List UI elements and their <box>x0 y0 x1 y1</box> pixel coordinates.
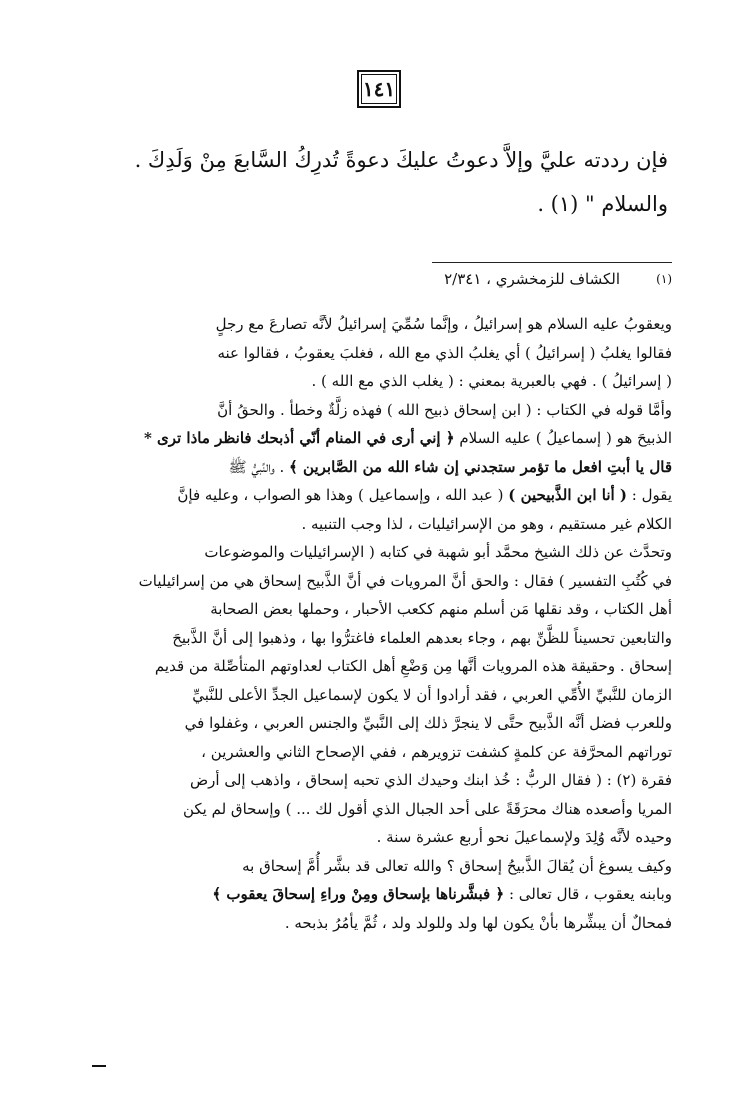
body-segment: وبابنه يعقوب ، قال تعالى : <box>508 885 672 903</box>
hadith-quote: ( أنا ابن الذَّبيحين ) <box>508 486 627 504</box>
body-line: في كُتُبِ التفسير ) فقال : والحق أنَّ المرويات في أنَّ الذَّبيح إسحاق هي من إسرائيليات <box>138 571 672 590</box>
body-line: وحيده لأنَّه وُلِدَ ولإسماعيلَ نحو أربع عشرة سنة . <box>376 828 672 846</box>
body-line: ( إسرائيلُ ) . فهي بالعبرية بمعني : ( يغلب الذي مع الله ) . <box>311 372 672 390</box>
body-line: إسحاق . وحقيقة هذه المرويات أنَّها مِن وَضْعِ أهل الكتاب لعداوتهم المتأصِّلة من قديم <box>154 657 672 675</box>
body-line: المريا وأصعده هناك محرَقَةً على أحد الجبال الذي أقول لك ... ) وإسحاق لم يكن <box>182 799 672 818</box>
quran-quote: قال يا أبتِ افعل ما تؤمر ستجدني إن شاء الله من الصَّابرين ﴾ <box>289 457 672 476</box>
body-line <box>94 424 672 453</box>
footnote-text: الكشاف للزمخشري ، ٢/٣٤١ <box>444 270 620 288</box>
page-number: ١٤١ <box>362 77 396 101</box>
page-end-dash <box>92 1065 106 1067</box>
body-line <box>94 453 672 482</box>
footnote-marker: (١) <box>656 272 672 286</box>
body-line <box>94 481 672 510</box>
body-line: وتحدَّث عن ذلك الشيخ محمَّد أبو شهبة في كتابه ( الإسرائيليات والموضوعات <box>204 543 672 561</box>
main-line-2: والسلام " (١) . <box>537 192 668 216</box>
body-line: ويعقوبُ عليه السلام هو إسرائيلُ ، وإنَّما سُمِّيَ إسرائيلُ لأنَّه تصارعَ مع رجلٍ <box>215 315 672 333</box>
body-line: فقالوا يغلبُ ( إسرائيلُ ) أي يغلبُ الذي مع الله ، فغلبَ يعقوبُ ، فقالوا عنه <box>217 343 672 362</box>
footnote-divider <box>432 262 672 263</box>
body-line: وللعرب فضل أنَّه الذَّبيح حتَّى لا ينجرَّ ذلك إلى النَّبيِّ والجنس العربي ، وغفلوا في <box>184 714 672 732</box>
body-segment: . والنَّبيُّ ﷺ <box>228 457 285 476</box>
page-number-box <box>357 70 401 108</box>
quran-quote: ﴿ إني أرى في المنام أنّي أذبحك فانظر ماذا ترى * <box>143 429 455 447</box>
body-line: وكيف يسوغ أن يُقالَ الذَّبيحُ إسحاق ؟ والله تعالى قد بشَّر أُمَّ إسحاق به <box>242 856 672 875</box>
body-segment: يقول : <box>631 486 672 504</box>
main-text <box>60 138 668 226</box>
body-line: أهل الكتاب ، وقد نقلها مَن أسلم منهم ككعب الأحبار ، وحملها بعض الصحابة <box>210 600 672 618</box>
quran-quote: ﴿ فبشَّرناها بإسحاق ومِنْ وراءِ إسحاقَ يعقوب ﴾ <box>212 885 505 903</box>
body-segment: ( عبد الله ، وإسماعيل ) وهذا هو الصواب ، وعليه فإنَّ <box>177 486 504 504</box>
body-line: فقرة (٢) : ( فقال الربُّ : خُذ ابنك وحيدك الذي تحبه إسحاق ، واذهب إلى أرض <box>190 771 672 789</box>
body-line: توراتهم المحرَّفة عن كلمةٍ كشفت تزويرهم ، ففي الإصحاح الثاني والعشرين ، <box>201 742 672 761</box>
body-line: الزمان للنَّبيِّ الأُمِّي العربي ، فقد أرادوا أن لا يكون لإسماعيل الجدِّ الأعلى للنَّبيِّ <box>192 685 672 704</box>
body-line: الكلام غير مستقيم ، وهو من الإسرائيليات ، لذا وجب التنبيه . <box>301 514 672 533</box>
body-line: والتابعين تحسيناً للظَّنِّ بهم ، وجاء بعدهم العلماء فاغترُّوا بها ، وذهبوا إلى أنَّ الذَّبيحَ <box>172 628 672 647</box>
body-text <box>94 310 672 937</box>
body-line <box>94 880 672 909</box>
body-segment: الذبيحَ هو ( إسماعيلُ ) عليه السلام <box>459 429 672 447</box>
body-line: وأمَّا قوله في الكتاب : ( ابن إسحاق ذبيح الله ) فهذه زلَّةٌ وخطأ . والحقُ أنَّ <box>217 400 672 419</box>
body-line: فمحالٌ أن يبشِّرها بأنْ يكون لها ولد وللولد ولد ، ثُمَّ يأمُرُ بذبحه . <box>284 913 672 932</box>
main-line-1: فإن رددته عليَّ وإلاَّ دعوتُ عليكَ دعوةً تُدرِكُ السَّابعَ مِنْ وَلَدِكَ . <box>134 148 668 172</box>
